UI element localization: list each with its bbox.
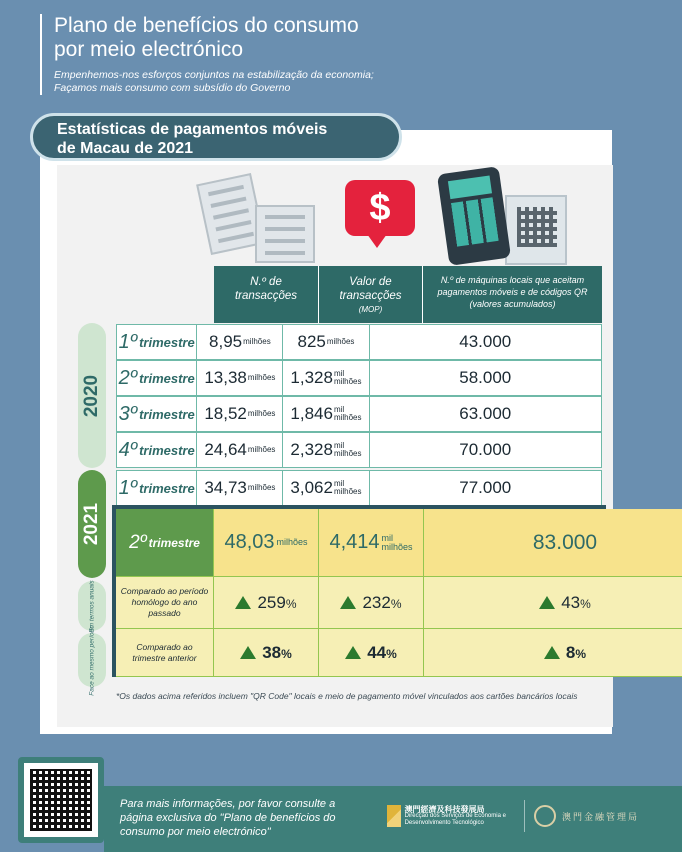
tx-cell: [214, 509, 319, 577]
tx-unit: milhões: [247, 483, 276, 492]
yoy-badge: [78, 581, 106, 631]
comparison-text: Comparado ao período homólogo do ano passado: [120, 586, 209, 618]
growth-value: 43: [561, 592, 581, 612]
header: [40, 14, 460, 95]
quarter-num: 3º: [118, 402, 138, 425]
header-machines: [423, 266, 602, 323]
amcm-logo: [534, 804, 674, 828]
header-text: N.º de: [250, 276, 282, 288]
tx-cell: [197, 433, 283, 467]
header-text: N.º de máquinas locais que aceitam: [440, 275, 585, 285]
value-amount: 1,328: [290, 368, 333, 387]
logo-divider: [524, 800, 525, 832]
machines-value: 83.000: [532, 530, 598, 554]
quarter-suffix: trimestre: [139, 480, 195, 496]
up-arrow-icon: [345, 646, 361, 659]
machines-cell: [370, 325, 602, 359]
tx-unit: milhões: [243, 337, 271, 346]
page-title: [54, 14, 460, 62]
quarter-suffix: trimestre: [139, 406, 195, 422]
value-unit: milhões: [381, 541, 413, 552]
value-cell: [283, 397, 369, 431]
value-cell: [283, 361, 369, 395]
quarter-num: 1º: [118, 330, 138, 353]
value-cell: [319, 509, 424, 577]
tx-value: 48,03: [224, 531, 275, 553]
value-cell: [283, 471, 369, 505]
value-unit: milhões: [333, 487, 362, 496]
header-unit: (MOP): [358, 305, 383, 314]
tx-unit: milhões: [247, 373, 276, 382]
value-growth-cell: [319, 577, 424, 629]
table-row: [116, 432, 602, 468]
tx-cell: [197, 325, 283, 359]
quarter-cell: [117, 471, 197, 505]
value-unit-top: mil: [333, 369, 345, 378]
tx-unit: milhões: [247, 409, 276, 418]
growth-unit: %: [575, 646, 587, 661]
quarter-cell: [117, 325, 197, 359]
growth-value: 232: [362, 592, 391, 612]
dset-logo-cn: 澳門經濟及科技發展局: [404, 804, 485, 814]
value-unit: milhões: [326, 337, 355, 346]
up-arrow-icon: [539, 596, 555, 609]
title-line: Plano de benefícios do consumo: [54, 14, 359, 37]
machines-growth-cell: [424, 629, 682, 677]
header-value: [319, 266, 423, 323]
quarter-cell: [117, 433, 197, 467]
tx-value: 34,73: [204, 478, 247, 497]
up-arrow-icon: [240, 646, 256, 659]
value-amount: 1,846: [290, 404, 333, 423]
year-text: 2020: [81, 374, 102, 417]
header-text: transacções: [339, 290, 402, 302]
header-unit: (valores acumulados): [469, 299, 556, 309]
tx-value: 24,64: [204, 440, 247, 459]
machines-value: 70.000: [459, 440, 512, 459]
subtitle: [54, 69, 460, 95]
tx-value: 13,38: [204, 368, 247, 387]
quarter-suffix: trimestre: [139, 370, 195, 386]
value-cell: [283, 325, 369, 359]
tx-unit: milhões: [247, 445, 276, 454]
quarter-suffix: trimestre: [139, 442, 195, 458]
value-amount: 2,328: [290, 440, 333, 459]
dset-logo-mark: [387, 805, 401, 827]
tx-cell: [197, 471, 283, 505]
tx-unit: milhões: [276, 537, 308, 547]
up-arrow-icon: [340, 596, 356, 609]
header-transactions: [214, 266, 319, 323]
dollar-bubble-icon: [345, 180, 415, 236]
value-unit: milhões: [333, 377, 362, 386]
growth-unit: %: [390, 596, 402, 611]
subtitle-line: Façamos mais consumo com subsídio do Governo: [54, 82, 291, 94]
value-amount: 3,062: [290, 478, 333, 497]
growth-unit: %: [580, 596, 591, 611]
qoq-badge: [78, 624, 106, 696]
machines-value: 77.000: [459, 478, 512, 497]
qr-code[interactable]: [18, 757, 104, 843]
highlight-row: [116, 509, 682, 577]
machines-value: 58.000: [459, 368, 512, 387]
machines-cell: [370, 433, 602, 467]
amcm-logo-mark: [534, 805, 556, 827]
machines-value: 43.000: [459, 332, 512, 351]
header-text: Valor de: [349, 276, 392, 288]
machines-value: 63.000: [459, 404, 512, 423]
tx-value: 18,52: [204, 404, 247, 423]
comparison-label: [116, 577, 214, 629]
machines-cell: [370, 397, 602, 431]
pos-terminal-icon: [437, 166, 511, 266]
growth-value: 44: [367, 642, 387, 662]
section-title-line: Estatísticas de pagamentos móveis: [57, 121, 328, 138]
tx-value: 8,95: [209, 332, 243, 351]
quarter-suffix: trimestre: [148, 535, 200, 550]
section-title-line: de Macau de 2021: [57, 140, 194, 157]
year-label-2021: [78, 470, 106, 578]
growth-unit: %: [281, 646, 292, 661]
table-row: [116, 360, 602, 396]
badge-text: Em termos anuais: [88, 579, 96, 633]
value-unit-top: mil: [381, 532, 394, 543]
section-title: [30, 113, 402, 161]
amcm-logo-cn: 澳門金融管理局: [562, 811, 640, 822]
tx-cell: [197, 397, 283, 431]
table-row: [116, 396, 602, 432]
value-unit-top: mil: [333, 405, 345, 414]
machines-cell: [370, 361, 602, 395]
qr-card-icon: [505, 195, 567, 265]
tx-cell: [197, 361, 283, 395]
up-arrow-icon: [544, 646, 560, 659]
value-unit-top: mil: [333, 441, 345, 450]
comparison-label: [116, 629, 214, 677]
footnote: *Os dados acima referidos incluem "QR Code" locais e meio de pagamento móvel vinculados aos cartões bancários locais: [116, 691, 578, 701]
badge-text: Face ao mesmo período: [88, 624, 96, 696]
value-amount: 4,414: [329, 531, 380, 553]
quarter-cell: [117, 397, 197, 431]
machines-growth-cell: [424, 577, 682, 629]
dset-logo: [387, 805, 517, 827]
yoy-row: [116, 577, 682, 629]
tx-growth-cell: [214, 577, 319, 629]
dset-logo-pt: Direcção dos Serviços de Economia e Desenvolvimento Tecnológico: [404, 812, 506, 826]
year-text: 2021: [81, 502, 102, 546]
header-text: pagamentos móveis e de códigos QR: [437, 287, 588, 297]
value-amount: 825: [297, 332, 326, 351]
growth-value: 38: [262, 642, 282, 662]
tx-growth-cell: [214, 629, 319, 677]
header-text: transacções: [234, 290, 297, 302]
quarter-num: 1º: [118, 476, 138, 499]
growth-unit: %: [285, 596, 297, 611]
machines-cell: [370, 471, 602, 505]
value-unit: milhões: [333, 449, 362, 458]
quarter-cell: [117, 361, 197, 395]
quarter-cell: [116, 509, 214, 577]
table-row: [116, 324, 602, 360]
dollar-symbol: $: [369, 187, 391, 229]
qoq-row: [116, 629, 682, 677]
value-unit-top: mil: [333, 479, 345, 488]
quarter-num: 2º: [129, 531, 147, 553]
quarter-num: 2º: [118, 366, 138, 389]
receipt-icon: [255, 205, 315, 263]
year-label-2020: [78, 323, 106, 468]
value-cell: [283, 433, 369, 467]
quarter-num: 4º: [118, 438, 138, 461]
title-line: por meio electrónico: [54, 38, 244, 61]
quarter-suffix: trimestre: [139, 334, 195, 350]
value-unit: milhões: [333, 413, 362, 422]
up-arrow-icon: [235, 596, 251, 609]
growth-value: 259: [257, 592, 286, 612]
growth-unit: %: [386, 646, 397, 661]
machines-cell: [424, 509, 682, 577]
footer-text: Para mais informações, por favor consulte a página exclusiva do "Plano de benefícios do consumo por meio electrónico": [120, 798, 336, 838]
growth-value: 8: [565, 642, 576, 662]
subtitle-line: Empenhemos-nos esforços conjuntos na estabilização da economia;: [54, 69, 374, 81]
comparison-text: Comparado ao trimestre anterior: [132, 641, 197, 663]
value-growth-cell: [319, 629, 424, 677]
table-row: [116, 470, 602, 506]
